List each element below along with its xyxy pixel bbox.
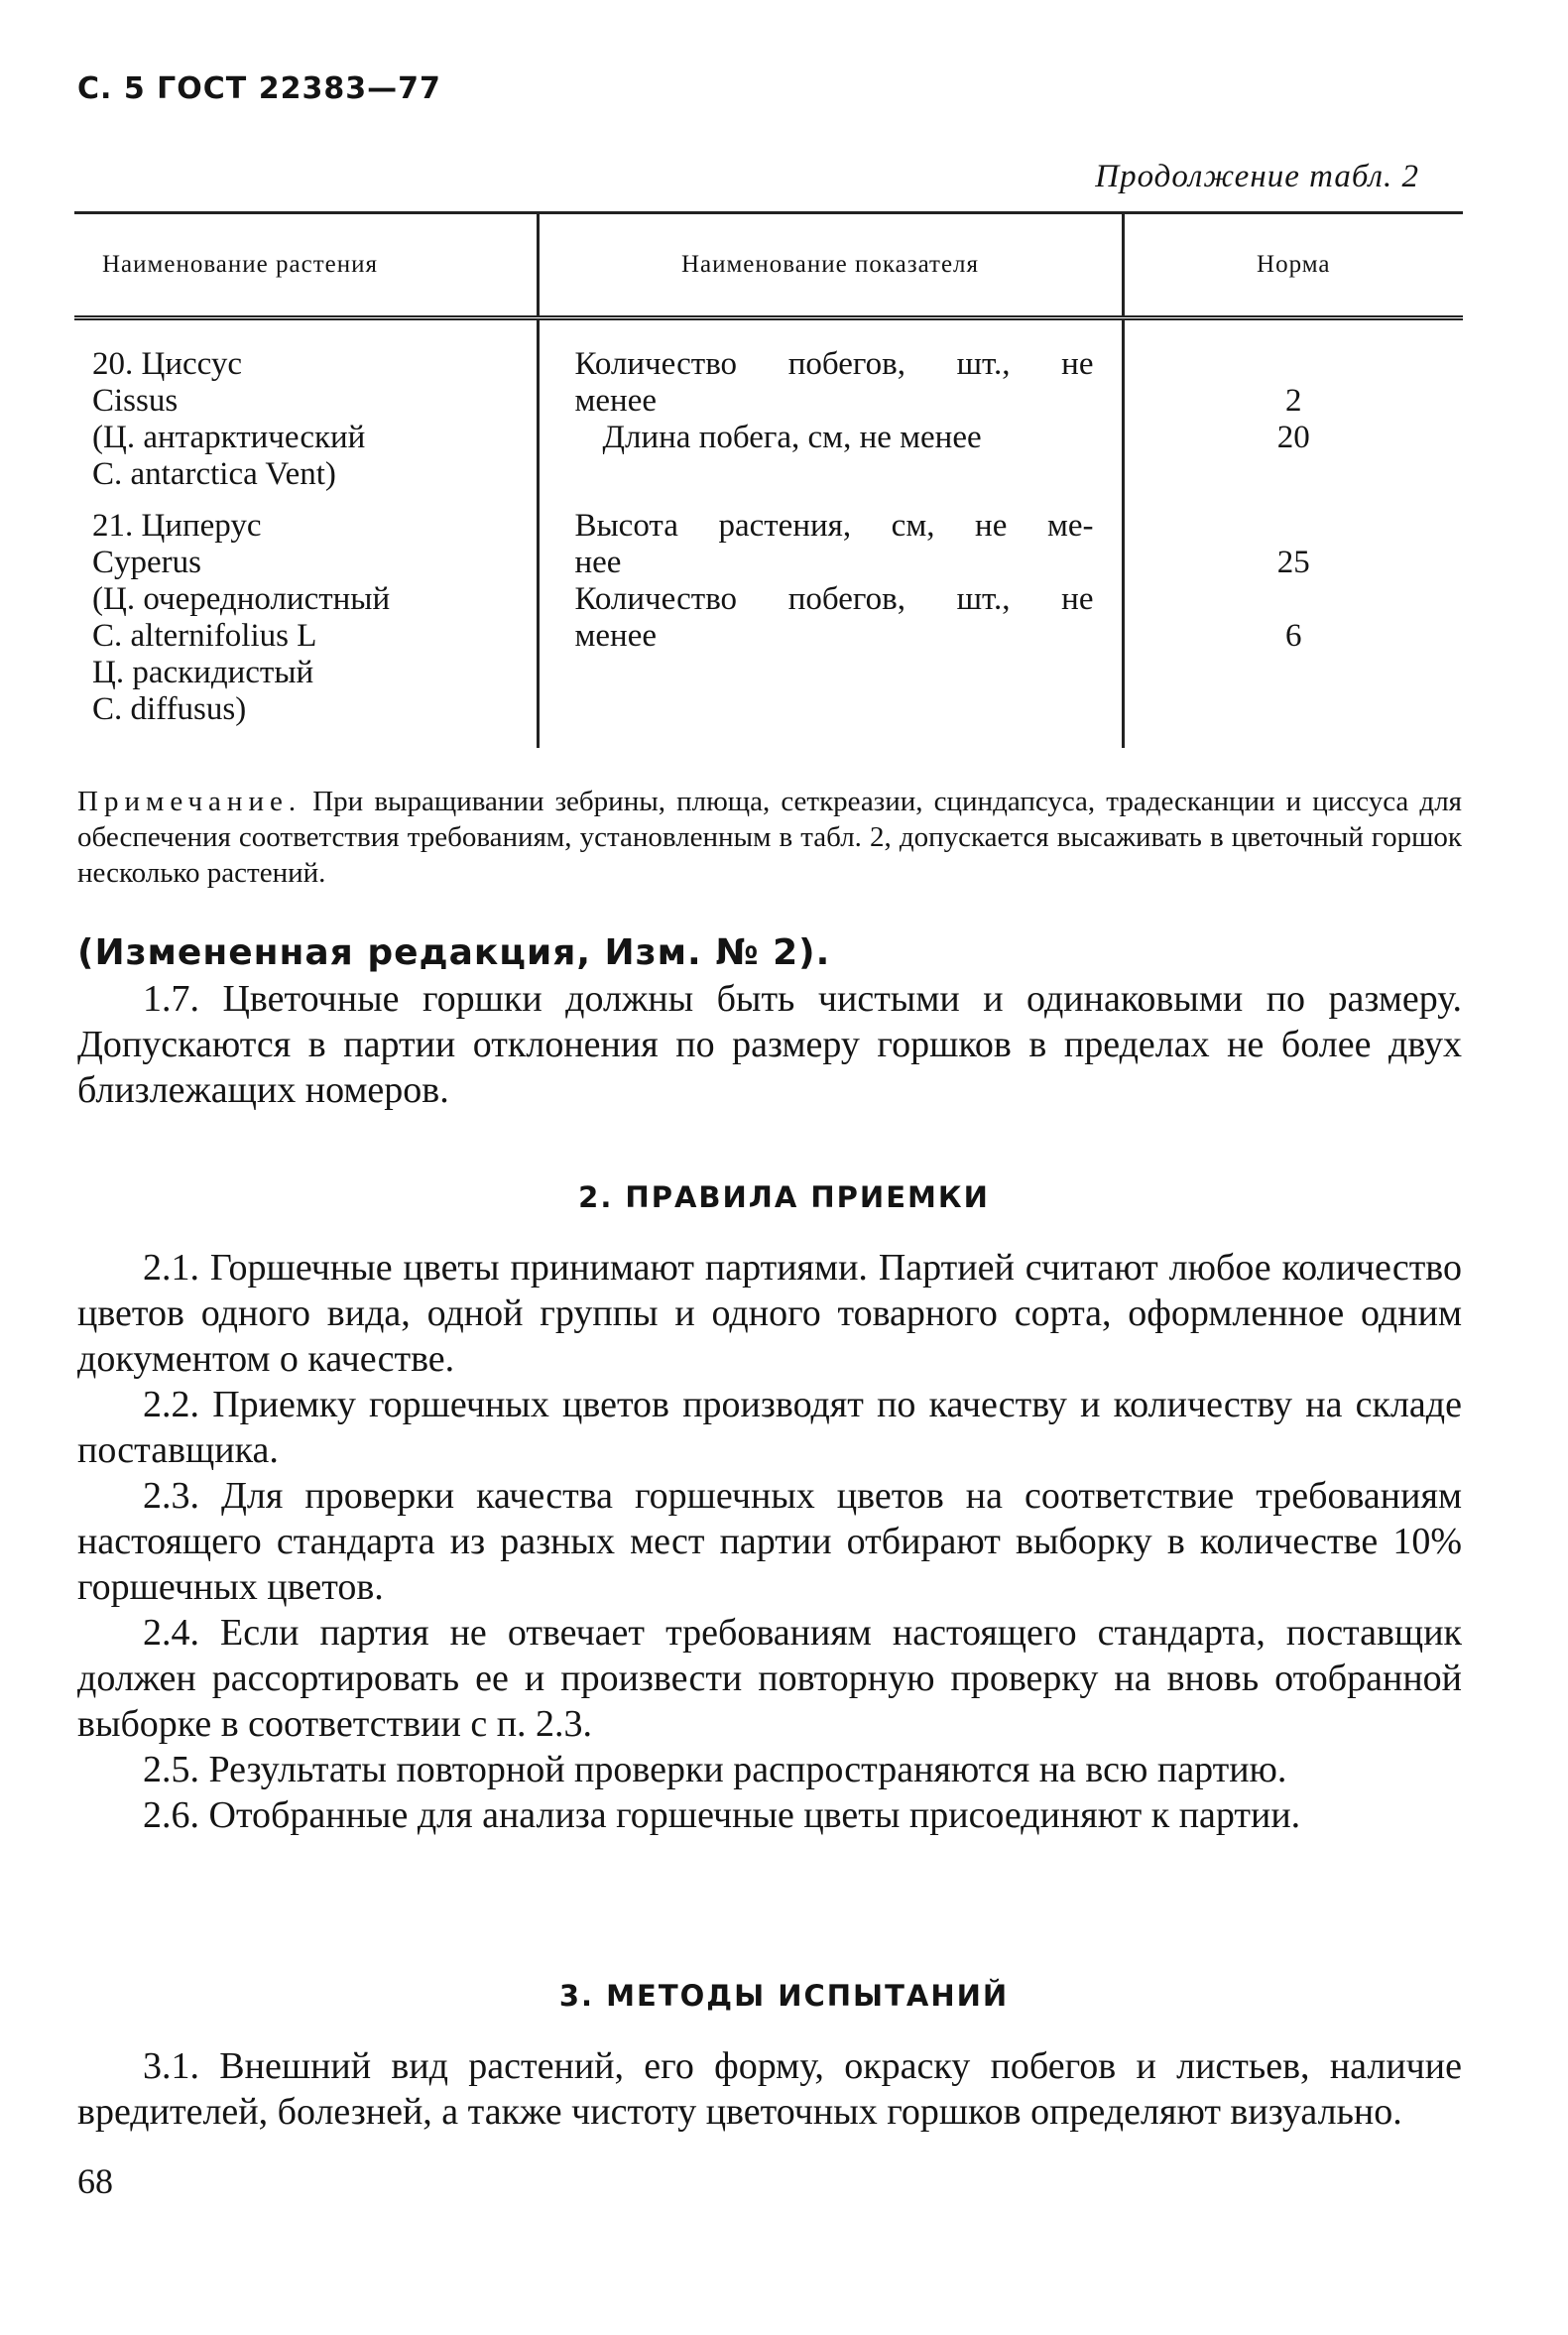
section-heading: 3. МЕТОДЫ ИСПЫТАНИЙ: [558, 1979, 1010, 2013]
section-2-body: [77, 1245, 1462, 1838]
note-label: Примечание.: [77, 786, 302, 817]
norm-value: 2: [1285, 383, 1302, 419]
section-3-body: [77, 2043, 1462, 2135]
table-header-row: [74, 213, 1463, 318]
norm-value: 20: [1276, 420, 1310, 455]
amendment-notice: (Измененная редакция, Изм. № 2).: [77, 932, 831, 973]
paragraph: 2.4. Если партия не отвечает требованиям настоящего стандарта, поставщик должен рассортировать ее и произвести повторную проверку на вновь отобранной выборке в соответствии с п. 2.3.: [77, 1612, 1462, 1745]
plant-line: Cyperus: [92, 545, 201, 580]
column-header-indicator: Наименование показателя: [538, 213, 1123, 318]
plant-line: Cissus: [92, 383, 179, 419]
indicator-line: менее: [574, 383, 657, 419]
table-row: [74, 318, 1463, 494]
table-note: [77, 784, 1462, 891]
table-row: [74, 493, 1463, 748]
plant-cell: [74, 493, 538, 748]
paragraph: 3.1. Внешний вид растений, его форму, окраску побегов и листьев, наличие вредителей, болезней, а также чистоту цветочных горшков определяют визуально.: [77, 2045, 1462, 2133]
indicator-line: Высота растения, см, не ме-: [574, 508, 1094, 544]
column-header-norm: Норма: [1123, 213, 1463, 318]
clause-1-block: [77, 930, 1462, 1113]
plant-line: C. diffusus): [92, 691, 247, 727]
norm-cell: [1123, 318, 1463, 494]
plant-line: Ц. раскидистый: [92, 655, 314, 690]
indicator-cell: [538, 493, 1123, 748]
plant-line: (Ц. очереднолистный: [92, 581, 391, 617]
norm-cell: [1123, 493, 1463, 748]
indicator-line: Количество побегов, шт., не: [574, 581, 1094, 617]
indicator-line: менее: [574, 618, 657, 654]
plant-line: 20. Циссус: [92, 346, 242, 382]
plant-line: C. alternifolius L: [92, 618, 317, 654]
indicator-cell: [538, 318, 1123, 494]
plant-line: C. antarctica Vent): [92, 456, 336, 492]
indicator-line: Количество побегов, шт., не: [574, 346, 1094, 382]
plant-line: (Ц. антарктический: [92, 420, 366, 455]
indicator-line: Длина побега, см, не менее: [602, 420, 982, 455]
page-number: 68: [77, 2161, 113, 2201]
column-header-plant: Наименование растения: [74, 213, 538, 318]
paragraph: 2.2. Приемку горшечных цветов производят по качеству и количеству на складе поставщика.: [77, 1384, 1462, 1471]
section-heading: 2. ПРАВИЛА ПРИЕМКИ: [578, 1180, 990, 1214]
norm-value: 25: [1276, 545, 1310, 580]
paragraph: 2.1. Горшечные цветы принимают партиями. Партией считают любое количество цветов одного вида, одной группы и одного товарного сорта, оформленное одним документом о качестве.: [77, 1247, 1462, 1380]
paragraph: 2.5. Результаты повторной проверки распространяются на всю партию.: [143, 1749, 1287, 1790]
plant-cell: [74, 318, 538, 494]
paragraph: 2.6. Отобранные для анализа горшечные цветы присоединяют к партии.: [143, 1794, 1301, 1836]
paragraph: 1.7. Цветочные горшки должны быть чистыми и одинаковыми по размеру. Допускаются в партии отклонения по размеру горшков в пределах не более двух близлежащих номеров.: [77, 978, 1462, 1111]
plant-line: 21. Циперус: [92, 508, 262, 544]
norms-table: [74, 211, 1463, 748]
norm-value: 6: [1285, 618, 1302, 654]
indicator-line: нее: [574, 545, 622, 580]
note-text: При выращивании зебрины, плюща, сеткреазии, сциндапсуса, традесканции и циссуса для обеспечения соответствия требованиям, установленным в табл. 2, допускается высаживать в цветочный горшок несколько растений.: [77, 786, 1463, 889]
page-header: С. 5 ГОСТ 22383—77: [77, 71, 441, 106]
table-continuation-label: Продолжение табл. 2: [1095, 159, 1419, 194]
paragraph: 2.3. Для проверки качества горшечных цветов на соответствие требованиям настоящего стандарта из разных мест партии отбирают выборку в количестве 10% горшечных цветов.: [77, 1475, 1462, 1608]
